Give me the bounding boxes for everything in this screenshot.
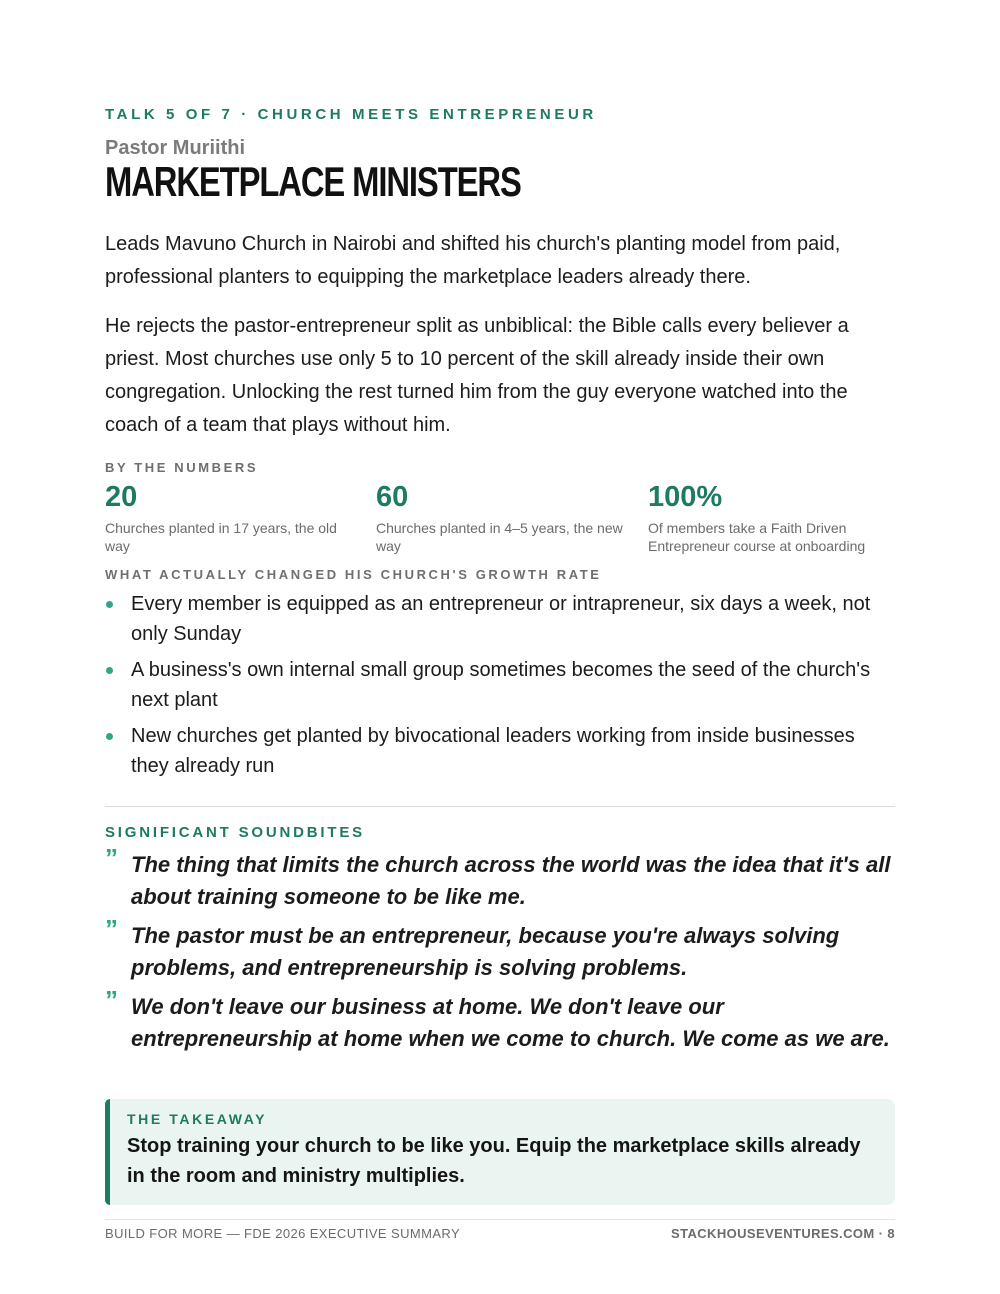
soundbites-list [105,843,895,1062]
takeaway-accent-bar [105,1099,110,1205]
section-divider [105,806,895,807]
stat-card [648,480,898,555]
bullet-dot-icon [106,601,113,608]
list-item-text: New churches get planted by bivocational leaders working from inside businesses they already run [131,725,855,777]
stat-label: Churches planted in 4–5 years, the new way [376,520,623,554]
footer-divider [105,1219,895,1220]
stat-value: 20 [105,481,138,513]
quote-text: The pastor must be an entrepreneur, because you're always solving problems, and entrepreneurship is solving problems. [131,923,840,980]
takeaway-callout [105,1099,895,1205]
stat-label: Churches planted in 17 years, the old way [105,520,337,554]
soundbite-quote [105,914,895,983]
soundbite-quote [105,843,895,912]
footer-document-title: BUILD FOR MORE — FDE 2026 EXECUTIVE SUMMARY [105,1226,461,1241]
footer-page-info: STACKHOUSEVENTURES.COM · 8 [671,1226,895,1241]
list-item [105,655,895,715]
takeaway-label: THE TAKEAWAY [127,1111,268,1127]
changes-label: WHAT ACTUALLY CHANGED HIS CHURCH'S GROWTH RATE [105,567,602,582]
takeaway-text: Stop training your church to be like you. Equip the marketplace skills already in the room and ministry multiplies. [127,1135,861,1187]
quote-text: The thing that limits the church across the world was the idea that it's all about training someone to be like me. [131,852,891,909]
list-item [105,589,895,649]
soundbite-quote [105,985,895,1054]
list-item-text: Every member is equipped as an entrepreneur or intrapreneur, six days a week, not only Sunday [131,593,871,645]
bullet-dot-icon [106,667,113,674]
detail-paragraph: He rejects the pastor-entrepreneur split as unbiblical: the Bible calls every believer a priest. Most churches use only 5 to 10 percent of the skill already inside their own congregation. Unlocking the rest turned him from the guy everyone watched into the coach of a team that plays without him. [105,315,849,436]
quote-text: We don't leave our business at home. We don't leave our entrepreneurship at home when we come to church. We come as we are. [131,994,890,1051]
list-item-text: A business's own internal small group sometimes becomes the seed of the church's next plant [131,659,871,711]
quote-mark-icon: ” [105,843,118,873]
changes-list [105,589,895,787]
speaker-name: Pastor Muriithi [105,137,246,159]
intro-paragraph: Leads Mavuno Church in Nairobi and shifted his church's planting model from paid, professional planters to equipping the marketplace leaders already there. [105,233,841,288]
stat-value: 100% [648,481,723,513]
quote-mark-icon: ” [105,914,118,944]
stat-value: 60 [376,481,409,513]
soundbites-label: SIGNIFICANT SOUNDBITES [105,824,365,841]
list-item [105,721,895,781]
quote-mark-icon: ” [105,985,118,1015]
talk-eyebrow: TALK 5 OF 7 · CHURCH MEETS ENTREPRENEUR [105,106,597,123]
page-title: MARKETPLACE MINISTERS [105,158,521,205]
stat-card [376,480,626,555]
stat-label: Of members take a Faith Driven Entrepreneur course at onboarding [648,520,866,554]
bullet-dot-icon [106,733,113,740]
numbers-label: BY THE NUMBERS [105,460,259,475]
stat-card [105,480,355,555]
stats-row [105,480,895,560]
